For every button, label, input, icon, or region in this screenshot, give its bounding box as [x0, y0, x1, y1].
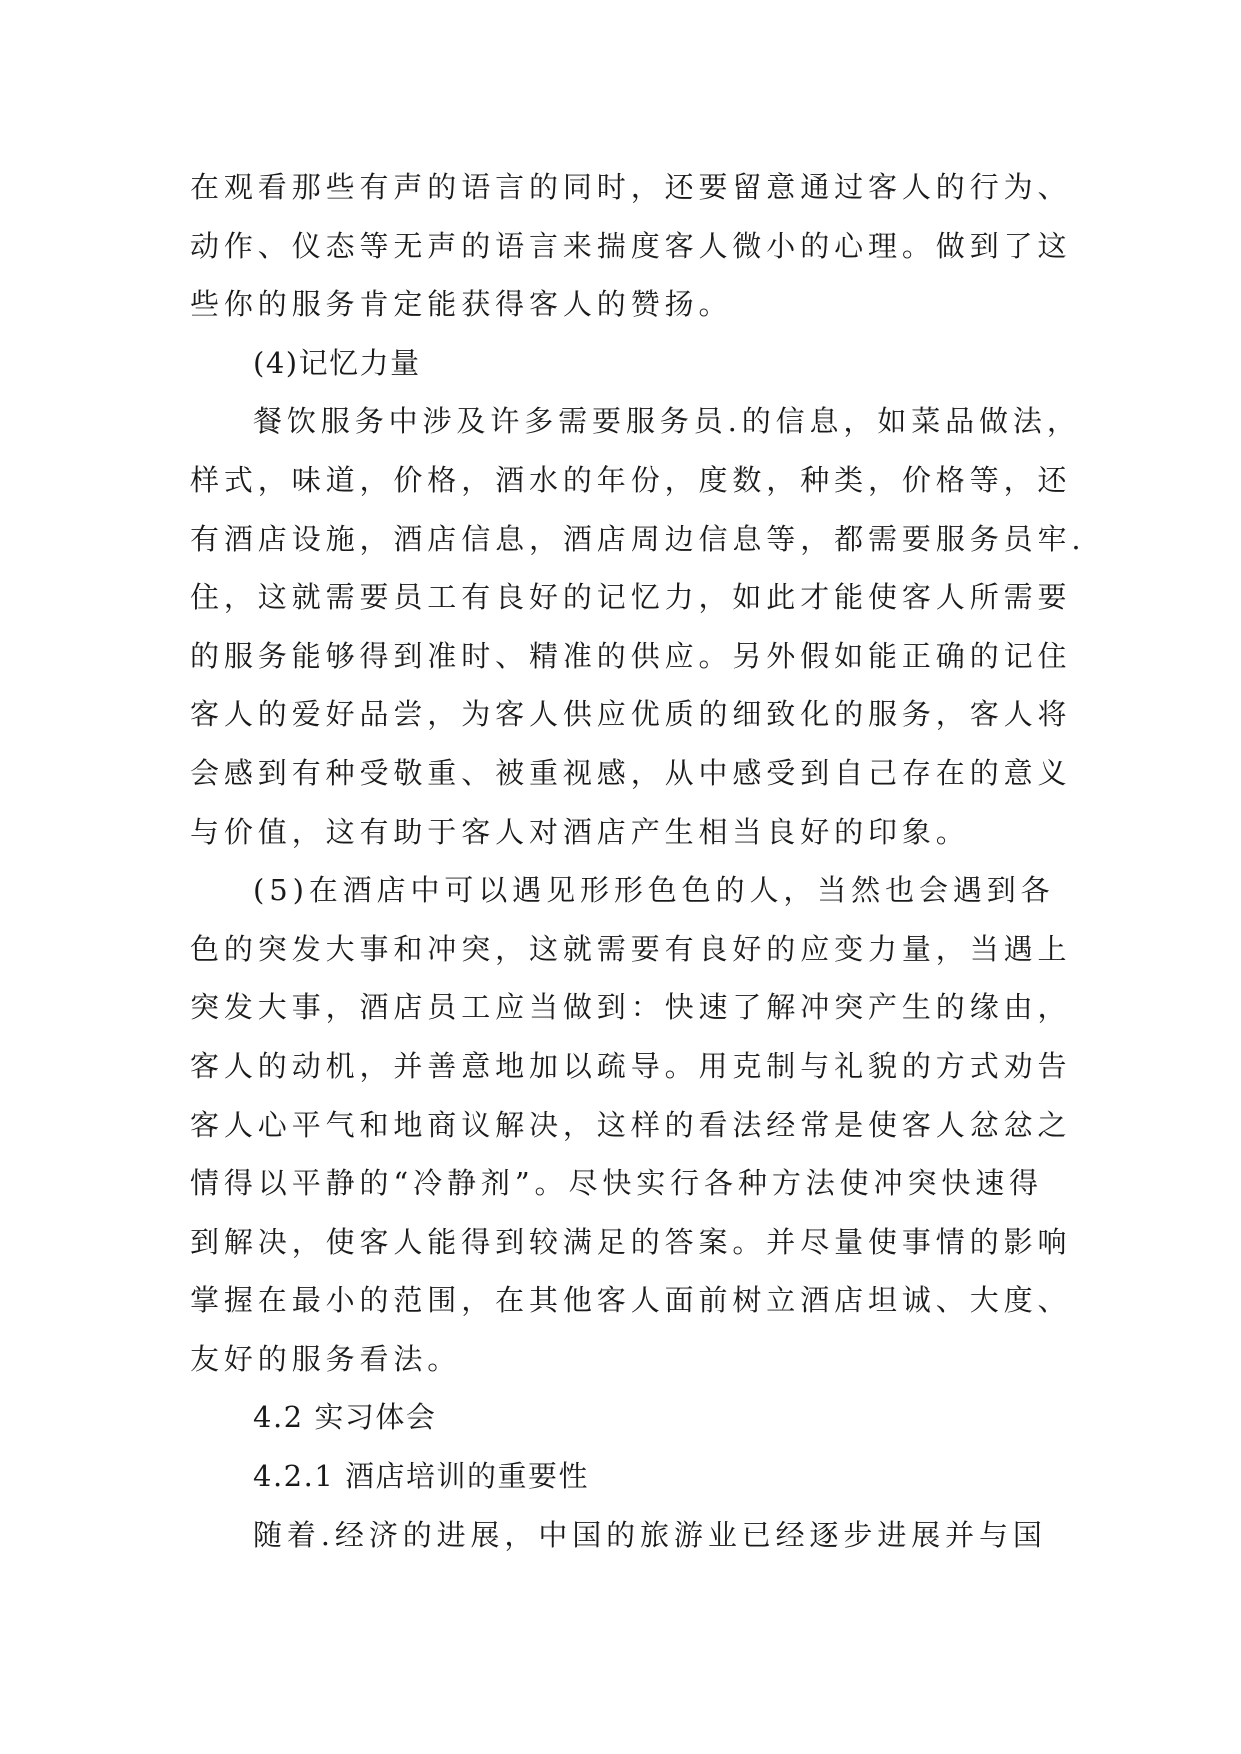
text-line: 样式，味道，价格，酒水的年份，度数，种类，价格等，还 — [190, 462, 1072, 497]
text-line: 到解决，使客人能得到较满足的答案。并尽量使事情的影响 — [190, 1224, 1072, 1259]
text-line: 色的突发大事和冲突，这就需要有良好的应变力量，当遇上 — [190, 931, 1072, 966]
text-line: 客人的爱好品尝，为客人供应优质的细致化的服务，客人将 — [190, 697, 1072, 732]
text-line: (5)在酒店中可以遇见形形色色的人，当然也会遇到各 — [253, 873, 1055, 908]
text-line: 动作、仪态等无声的语言来揣度客人微小的心理。做到了这 — [190, 228, 1072, 263]
text-line: 与价值，这有助于客人对酒店产生相当良好的印象。 — [190, 814, 970, 849]
text-line: 掌握在最小的范围，在其他客人面前树立酒店坦诚、大度、 — [190, 1283, 1072, 1318]
text-line: 突发大事，酒店员工应当做到：快速了解冲突产生的缘由， — [190, 990, 1072, 1025]
text-line: 客人心平气和地商议解决，这样的看法经常是使客人忿忿之 — [190, 1107, 1072, 1142]
section-heading-memory: (4)记忆力量 — [253, 345, 421, 380]
text-line: 住，这就需要员工有良好的记忆力，如此才能使客人所需要 — [190, 580, 1072, 615]
section-heading-training-importance: 4.2.1 酒店培训的重要性 — [253, 1459, 590, 1494]
text-line: 在观看那些有声的语言的同时，还要留意通过客人的行为、 — [190, 170, 1072, 204]
text-line: 友好的服务看法。 — [190, 1341, 462, 1376]
text-line: 些你的服务肯定能获得客人的赞扬。 — [190, 287, 733, 322]
section-heading-internship-experience: 4.2 实习体会 — [253, 1400, 437, 1435]
text-line: 餐饮服务中涉及许多需要服务员.的信息，如菜品做法， — [253, 404, 1081, 439]
text-line: 有酒店设施，酒店信息，酒店周边信息等，都需要服务员牢. — [190, 521, 1086, 556]
text-line: 会感到有种受敬重、被重视感，从中感受到自己存在的意义 — [190, 755, 1072, 790]
text-line: 客人的动机，并善意地加以疏导。用克制与礼貌的方式劝告 — [190, 1048, 1072, 1083]
text-line: 随着.经济的进展，中国的旅游业已经逐步进展并与国 — [253, 1517, 1047, 1552]
text-line: 情得以平静的“冷静剂”。尽快实行各种方法使冲突快速得 — [190, 1166, 1044, 1201]
document-body — [190, 158, 1086, 1564]
text-line: 的服务能够得到准时、精准的供应。另外假如能正确的记住 — [190, 638, 1072, 673]
